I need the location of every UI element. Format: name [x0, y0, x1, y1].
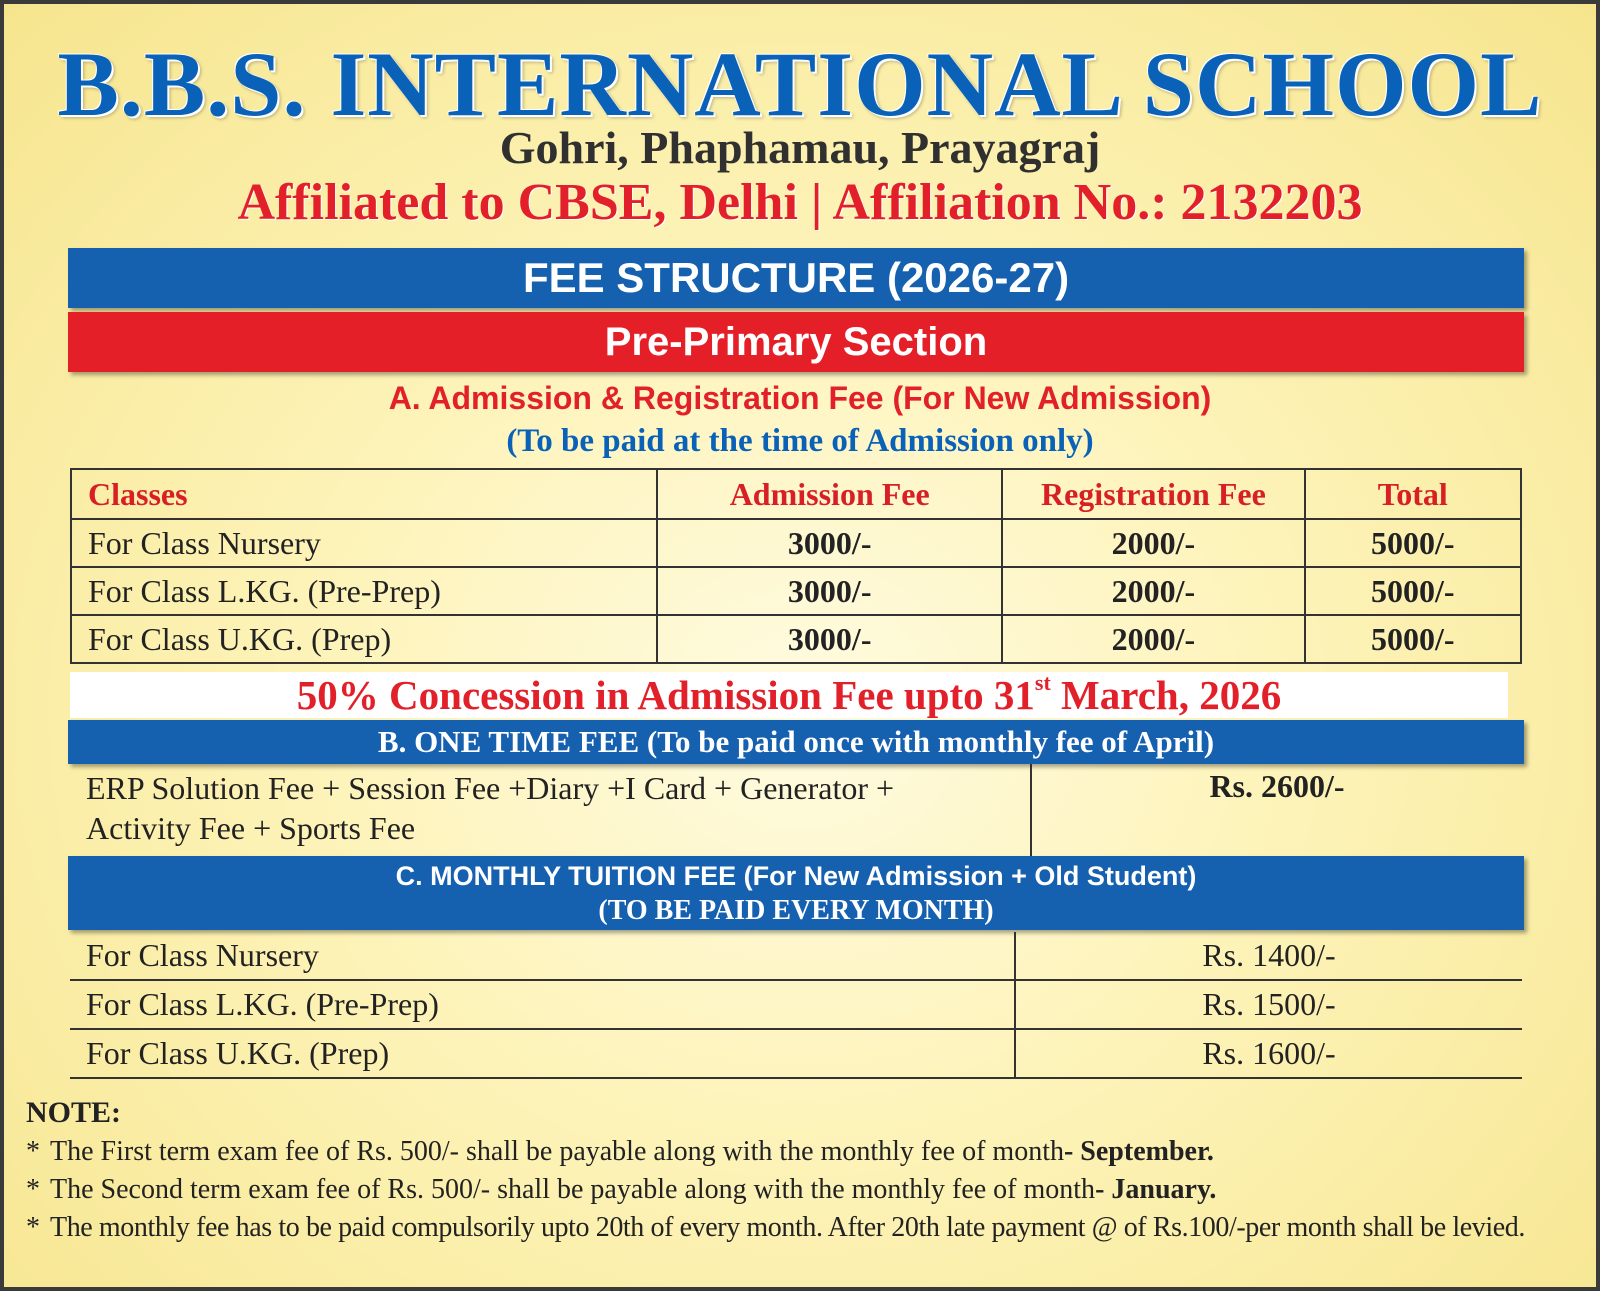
section-a-subtitle: (To be paid at the time of Admission only): [506, 423, 1094, 459]
concession-text: 50% Concession in Admission Fee upto 31: [296, 672, 1035, 718]
section-c-title-line2: (TO BE PAID EVERY MONTH): [598, 895, 994, 926]
admission-fee-cell: 3000/-: [657, 567, 1002, 615]
class-cell: For Class Nursery: [70, 932, 1015, 980]
bullet-star: *: [26, 1136, 40, 1167]
note-item: [26, 1134, 1214, 1170]
table-row: [70, 932, 1522, 980]
section-c-title-line1: C. MONTHLY TUITION FEE (For New Admission + Old Student): [395, 861, 1197, 891]
class-cell: For Class Nursery: [71, 519, 657, 567]
table-header-row: [71, 469, 1521, 519]
note-item: [26, 1172, 1216, 1208]
affiliation-line: Affiliated to CBSE, Delhi | Affiliation No.: 2132203: [237, 174, 1363, 231]
column-header-total: Total: [1305, 469, 1521, 519]
concession-superscript: st: [1034, 670, 1051, 696]
column-header-classes: Classes: [71, 469, 657, 519]
table-row: [70, 764, 1522, 858]
class-cell: For Class U.KG. (Prep): [70, 1029, 1015, 1078]
section-a-title: A. Admission & Registration Fee (For New Admission): [388, 380, 1212, 416]
description-line: ERP Solution Fee + Session Fee +Diary +I Card + Generator +: [86, 770, 895, 806]
table-row: [71, 519, 1521, 567]
registration-fee-cell: 2000/-: [1002, 567, 1304, 615]
tuition-amount-cell: Rs. 1600/-: [1015, 1029, 1522, 1078]
column-header-registration-fee: Registration Fee: [1002, 469, 1304, 519]
school-name: B.B.S. INTERNATIONAL SCHOOL: [57, 33, 1543, 135]
bullet-star: *: [26, 1174, 40, 1205]
section-title: Pre-Primary Section: [68, 312, 1524, 372]
tuition-amount-cell: Rs. 1500/-: [1015, 980, 1522, 1029]
registration-fee-cell: 2000/-: [1002, 519, 1304, 567]
one-time-fee-table: [70, 764, 1522, 858]
class-cell: For Class U.KG. (Prep): [71, 615, 657, 663]
note-text: The monthly fee has to be paid compulsorily upto 20th of every month. After 20th late payment @ of Rs.100/-per month shall be levied.: [50, 1212, 1525, 1243]
note-item: [26, 1210, 1525, 1246]
fee-structure-title: FEE STRUCTURE (2026-27): [68, 248, 1524, 308]
admission-fee-cell: 3000/-: [657, 519, 1002, 567]
bullet-star: *: [26, 1212, 40, 1243]
table-row: [70, 1029, 1522, 1078]
fee-structure-poster: [4, 4, 1596, 1287]
admission-fee-cell: 3000/-: [657, 615, 1002, 663]
table-row: [70, 980, 1522, 1029]
table-row: [71, 615, 1521, 663]
class-cell: For Class L.KG. (Pre-Prep): [70, 980, 1015, 1029]
total-cell: 5000/-: [1305, 615, 1521, 663]
monthly-tuition-table: [70, 932, 1522, 1079]
note-text: The First term exam fee of Rs. 500/- shall be payable along with the monthly fee of month: [50, 1136, 1064, 1167]
concession-banner: [70, 672, 1508, 718]
class-cell: For Class L.KG. (Pre-Prep): [71, 567, 657, 615]
total-cell: 5000/-: [1305, 519, 1521, 567]
description-line: Activity Fee + Sports Fee: [86, 810, 416, 846]
tuition-amount-cell: Rs. 1400/-: [1015, 932, 1522, 980]
section-c-title: [68, 856, 1524, 930]
total-cell: 5000/-: [1305, 567, 1521, 615]
one-time-fee-description: [70, 764, 1031, 858]
note-text: The Second term exam fee of Rs. 500/- shall be payable along with the monthly fee of month: [50, 1174, 1096, 1205]
school-address: Gohri, Phaphamau, Prayagraj: [499, 122, 1101, 173]
table-row: [71, 567, 1521, 615]
registration-fee-cell: 2000/-: [1002, 615, 1304, 663]
note-month: - January.: [1095, 1174, 1217, 1205]
column-header-admission-fee: Admission Fee: [657, 469, 1002, 519]
concession-date: March, 2026: [1050, 672, 1282, 718]
note-heading: NOTE:: [26, 1096, 122, 1129]
section-b-title: B. ONE TIME FEE (To be paid once with monthly fee of April): [68, 720, 1524, 764]
admission-fee-table: [70, 468, 1522, 664]
note-month: - September.: [1063, 1136, 1214, 1167]
one-time-fee-amount: Rs. 2600/-: [1209, 768, 1345, 804]
